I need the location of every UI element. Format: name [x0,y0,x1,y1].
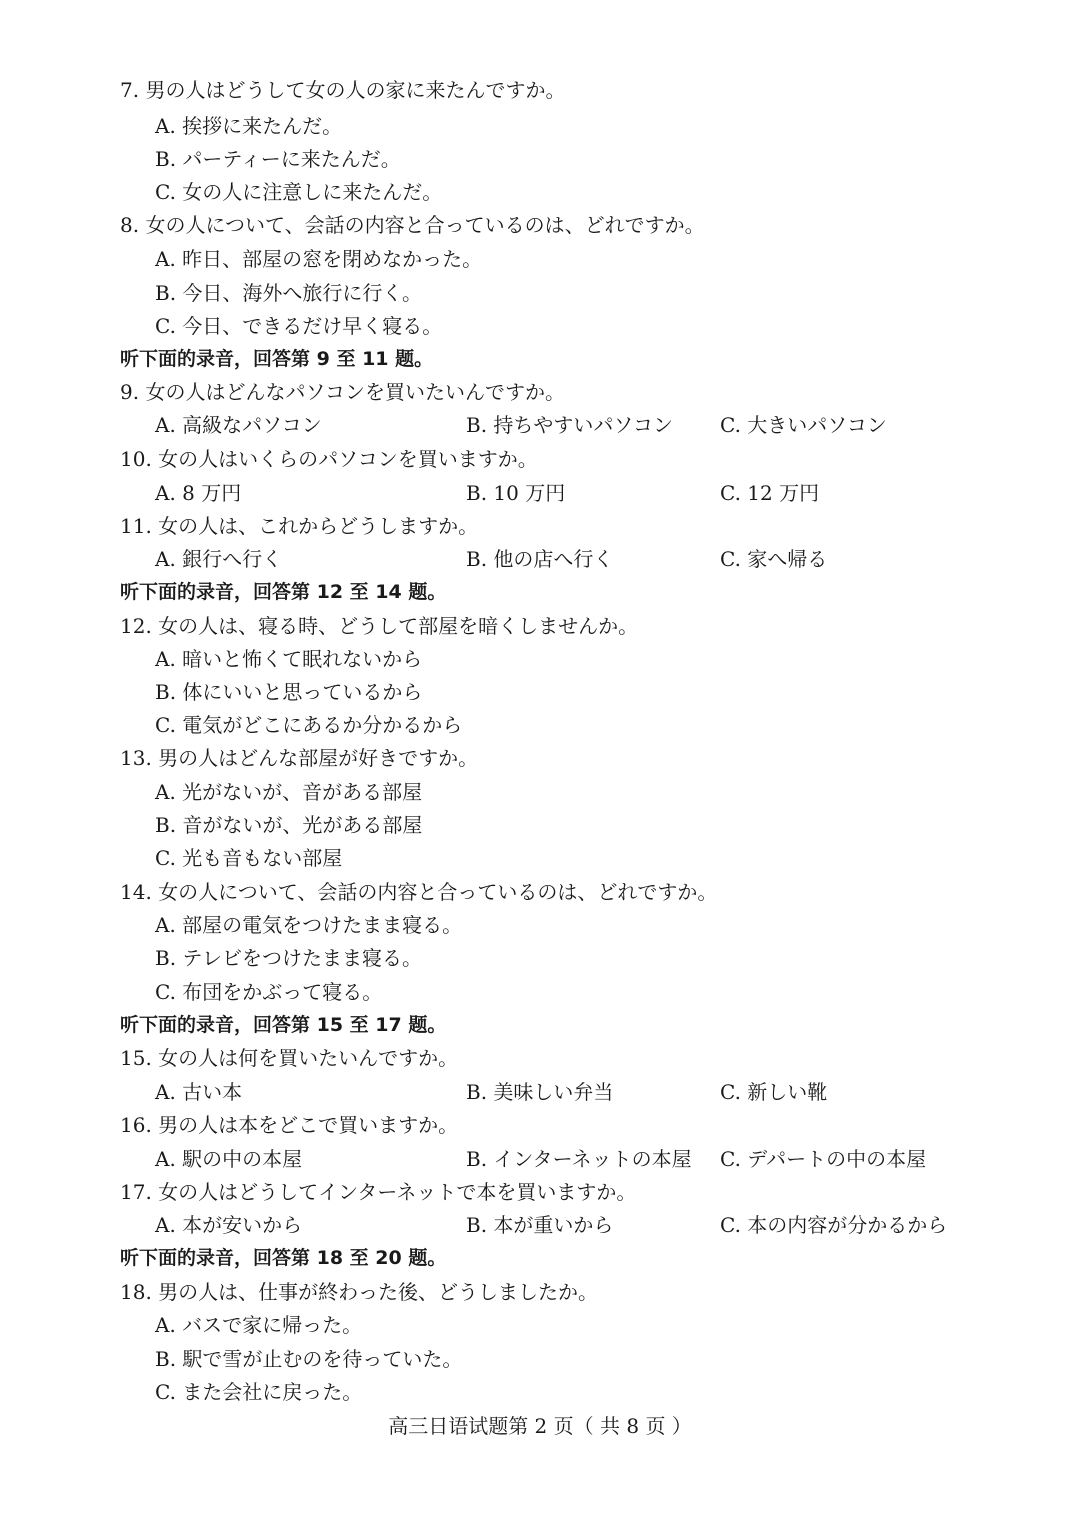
question-13-option-b: B. 音がないが、光がある部屋 [155,813,423,837]
page-footer: 高三日语试题第 2 页（ 共 8 页 ） [388,1414,692,1438]
question-11-option-a: A. 銀行へ行く [155,547,283,571]
question-14-stem: 14. 女の人について、会話の内容と合っているのは、どれですか。 [120,880,718,904]
question-16-option-a: A. 駅の中の本屋 [155,1147,303,1171]
question-8-stem: 8. 女の人について、会話の内容と合っているのは、どれですか。 [120,213,705,237]
question-9-stem: 9. 女の人はどんなパソコンを買いたいんですか。 [120,380,566,404]
question-12-option-a: A. 暗いと怖くて眠れないから [155,647,423,671]
question-16-option-c: C. デパートの中の本屋 [720,1147,927,1171]
question-16-stem: 16. 男の人は本をどこで買いますか。 [120,1113,459,1137]
question-11-option-b: B. 他の店へ行く [466,547,614,571]
question-17-option-a: A. 本が安いから [155,1213,303,1237]
section-instruction-12-14: 听下面的录音，回答第 12 至 14 题。 [120,581,447,603]
question-14-option-c: C. 布団をかぶって寝る。 [155,980,383,1004]
question-15-option-b: B. 美味しい弁当 [466,1080,614,1104]
question-8-option-b: B. 今日、海外へ旅行に行く。 [155,281,423,305]
question-12-stem: 12. 女の人は、寝る時、どうして部屋を暗くしませんか。 [120,614,639,638]
question-10-option-c: C. 12 万円 [720,481,820,505]
question-7-stem: 7. 男の人はどうして女の人の家に来たんですか。 [120,78,566,102]
question-7-option-b: B. パーティーに来たんだ。 [155,147,401,171]
question-13-stem: 13. 男の人はどんな部屋が好きですか。 [120,746,479,770]
question-11-option-c: C. 家へ帰る [720,547,828,571]
question-8-option-c: C. 今日、できるだけ早く寝る。 [155,314,443,338]
question-17-stem: 17. 女の人はどうしてインターネットで本を買いますか。 [120,1180,637,1204]
question-13-option-c: C. 光も音もない部屋 [155,846,343,870]
question-9-option-a: A. 高級なパソコン [155,413,322,437]
question-10-stem: 10. 女の人はいくらのパソコンを買いますか。 [120,447,538,471]
question-13-option-a: A. 光がないが、音がある部屋 [155,780,423,804]
section-instruction-18-20: 听下面的录音，回答第 18 至 20 题。 [120,1247,447,1269]
section-instruction-9-11: 听下面的录音，回答第 9 至 11 题。 [120,348,434,370]
question-10-option-a: A. 8 万円 [155,481,242,505]
question-18-option-a: A. バスで家に帰った。 [155,1313,363,1337]
question-7-option-c: C. 女の人に注意しに来たんだ。 [155,180,443,204]
question-17-option-c: C. 本の内容が分かるから [720,1213,948,1237]
question-14-option-a: A. 部屋の電気をつけたまま寝る。 [155,913,463,937]
question-8-option-a: A. 昨日、部屋の窓を閉めなかった。 [155,247,483,271]
question-17-option-b: B. 本が重いから [466,1213,614,1237]
question-9-option-b: B. 持ちやすいパソコン [466,413,674,437]
question-15-option-a: A. 古い本 [155,1080,243,1104]
question-15-option-c: C. 新しい靴 [720,1080,828,1104]
question-12-option-b: B. 体にいいと思っているから [155,680,423,704]
section-instruction-15-17: 听下面的录音，回答第 15 至 17 题。 [120,1014,447,1036]
question-15-stem: 15. 女の人は何を買いたいんですか。 [120,1046,459,1070]
question-18-option-b: B. 駅で雪が止むのを待っていた。 [155,1347,463,1371]
question-14-option-b: B. テレビをつけたまま寝る。 [155,946,423,970]
question-18-option-c: C. また会社に戻った。 [155,1380,363,1404]
question-16-option-b: B. インターネットの本屋 [466,1147,692,1171]
question-10-option-b: B. 10 万円 [466,481,566,505]
question-7-option-a: A. 挨拶に来たんだ。 [155,114,343,138]
question-9-option-c: C. 大きいパソコン [720,413,887,437]
question-12-option-c: C. 電気がどこにあるか分かるから [155,713,463,737]
question-11-stem: 11. 女の人は、これからどうしますか。 [120,514,479,538]
question-18-stem: 18. 男の人は、仕事が終わった後、どうしましたか。 [120,1280,598,1304]
